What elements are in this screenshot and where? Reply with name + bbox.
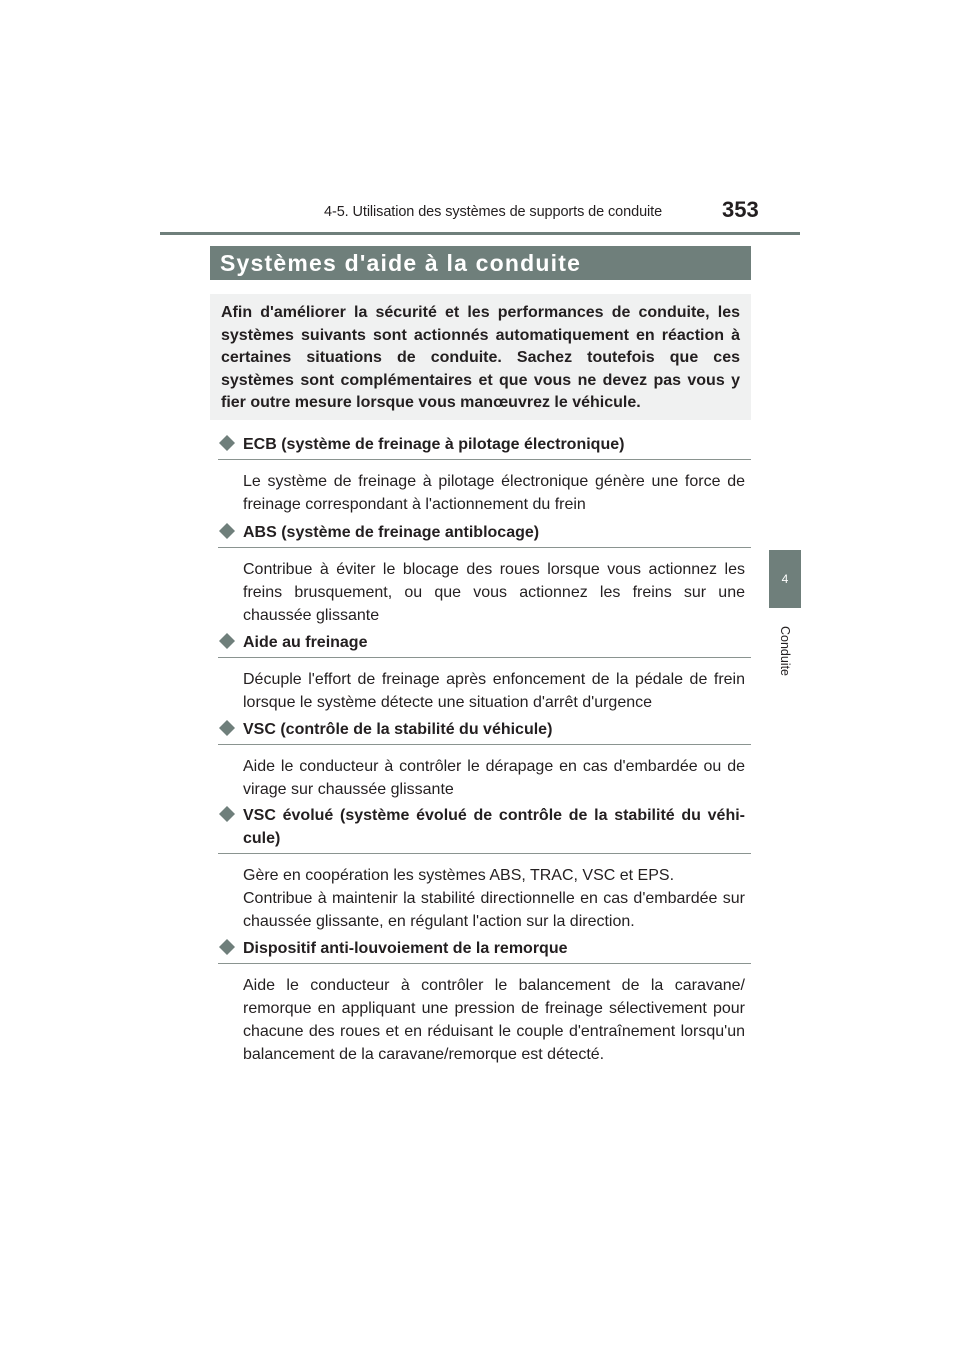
section-title: ECB (système de freinage à pilotage électronique)	[243, 436, 625, 453]
intro-text: Afin d'améliorer la sécurité et les performances de conduite, les systèmes suivants sont actionnés automatiquement en réaction à certaines situations de conduite. Sachez toutefois que ces systèmes sont complémentaires et que vous ne devez pas vous y fier outre mesure lorsque vous manœuvrez le véhicule.	[221, 304, 740, 411]
section-body: Aide le conducteur à contrôler le balancement de la caravane/ remorque en appliquant une pression de freinage sélectivement pour chacune des roues et en réduisant le couple d'entraînement lorsqu'un balancement de la caravane/remorque est détecté.	[243, 977, 745, 1063]
section-heading	[218, 631, 751, 658]
diamond-icon	[218, 632, 236, 650]
chapter-header: 4-5. Utilisation des systèmes de supports de conduite	[324, 204, 663, 220]
section-enhanced-vsc	[218, 804, 751, 933]
section-body	[243, 864, 745, 933]
section-brake-assist	[218, 631, 751, 714]
section-heading	[218, 718, 751, 745]
section-body: Le système de freinage à pilotage électronique génère une force de freinage correspondant à l'actionnement du frein	[243, 473, 745, 513]
diamond-icon	[218, 805, 236, 823]
page-title: Systèmes d'aide à la conduite	[210, 246, 751, 280]
section-body-line: Contribue à maintenir la stabilité directionnelle en cas d'embardée sur chaussée glissante, en régulant l'action sur la direction.	[243, 890, 745, 930]
section-body-line: Gère en coopération les systèmes ABS, TRAC, VSC et EPS.	[243, 867, 675, 884]
section-vsc	[218, 718, 751, 801]
chapter-tab-number: 4	[781, 572, 789, 586]
section-title: Aide au freinage	[243, 634, 368, 651]
section-title: VSC (contrôle de la stabilité du véhicule)	[243, 721, 553, 738]
diamond-icon	[218, 522, 236, 540]
section-title: VSC évolué (système évolué de contrôle de la stabilité du véhi-cule)	[243, 807, 745, 847]
section-ecb	[218, 433, 751, 516]
chapter-tab	[769, 550, 801, 608]
section-abs	[218, 521, 751, 627]
diamond-icon	[218, 719, 236, 737]
diamond-icon	[218, 938, 236, 956]
section-body: Aide le conducteur à contrôler le dérapage en cas d'embardée ou de virage sur chaussée glissante	[243, 758, 745, 798]
section-body: Contribue à éviter le blocage des roues lorsque vous actionnez les freins brusquement, ou que vous actionnez les freins sur une chaussée glissante	[243, 561, 745, 624]
page-number: 353	[722, 197, 759, 222]
section-heading	[218, 521, 751, 548]
chapter-tab-label: Conduite	[778, 625, 792, 677]
chapter-tab-label-box	[760, 622, 810, 680]
intro-box	[210, 294, 751, 420]
section-body: Décuple l'effort de freinage après enfoncement de la pédale de frein lorsque le système détecte une situation d'arrêt d'urgence	[243, 671, 745, 711]
section-title: ABS (système de freinage antiblocage)	[243, 524, 540, 541]
header-rule	[160, 232, 800, 235]
section-heading	[218, 937, 751, 964]
section-heading	[218, 804, 751, 854]
diamond-icon	[218, 434, 236, 452]
section-heading	[218, 433, 751, 460]
section-trailer-sway	[218, 937, 751, 1066]
section-title: Dispositif anti-louvoiement de la remorque	[243, 940, 568, 957]
